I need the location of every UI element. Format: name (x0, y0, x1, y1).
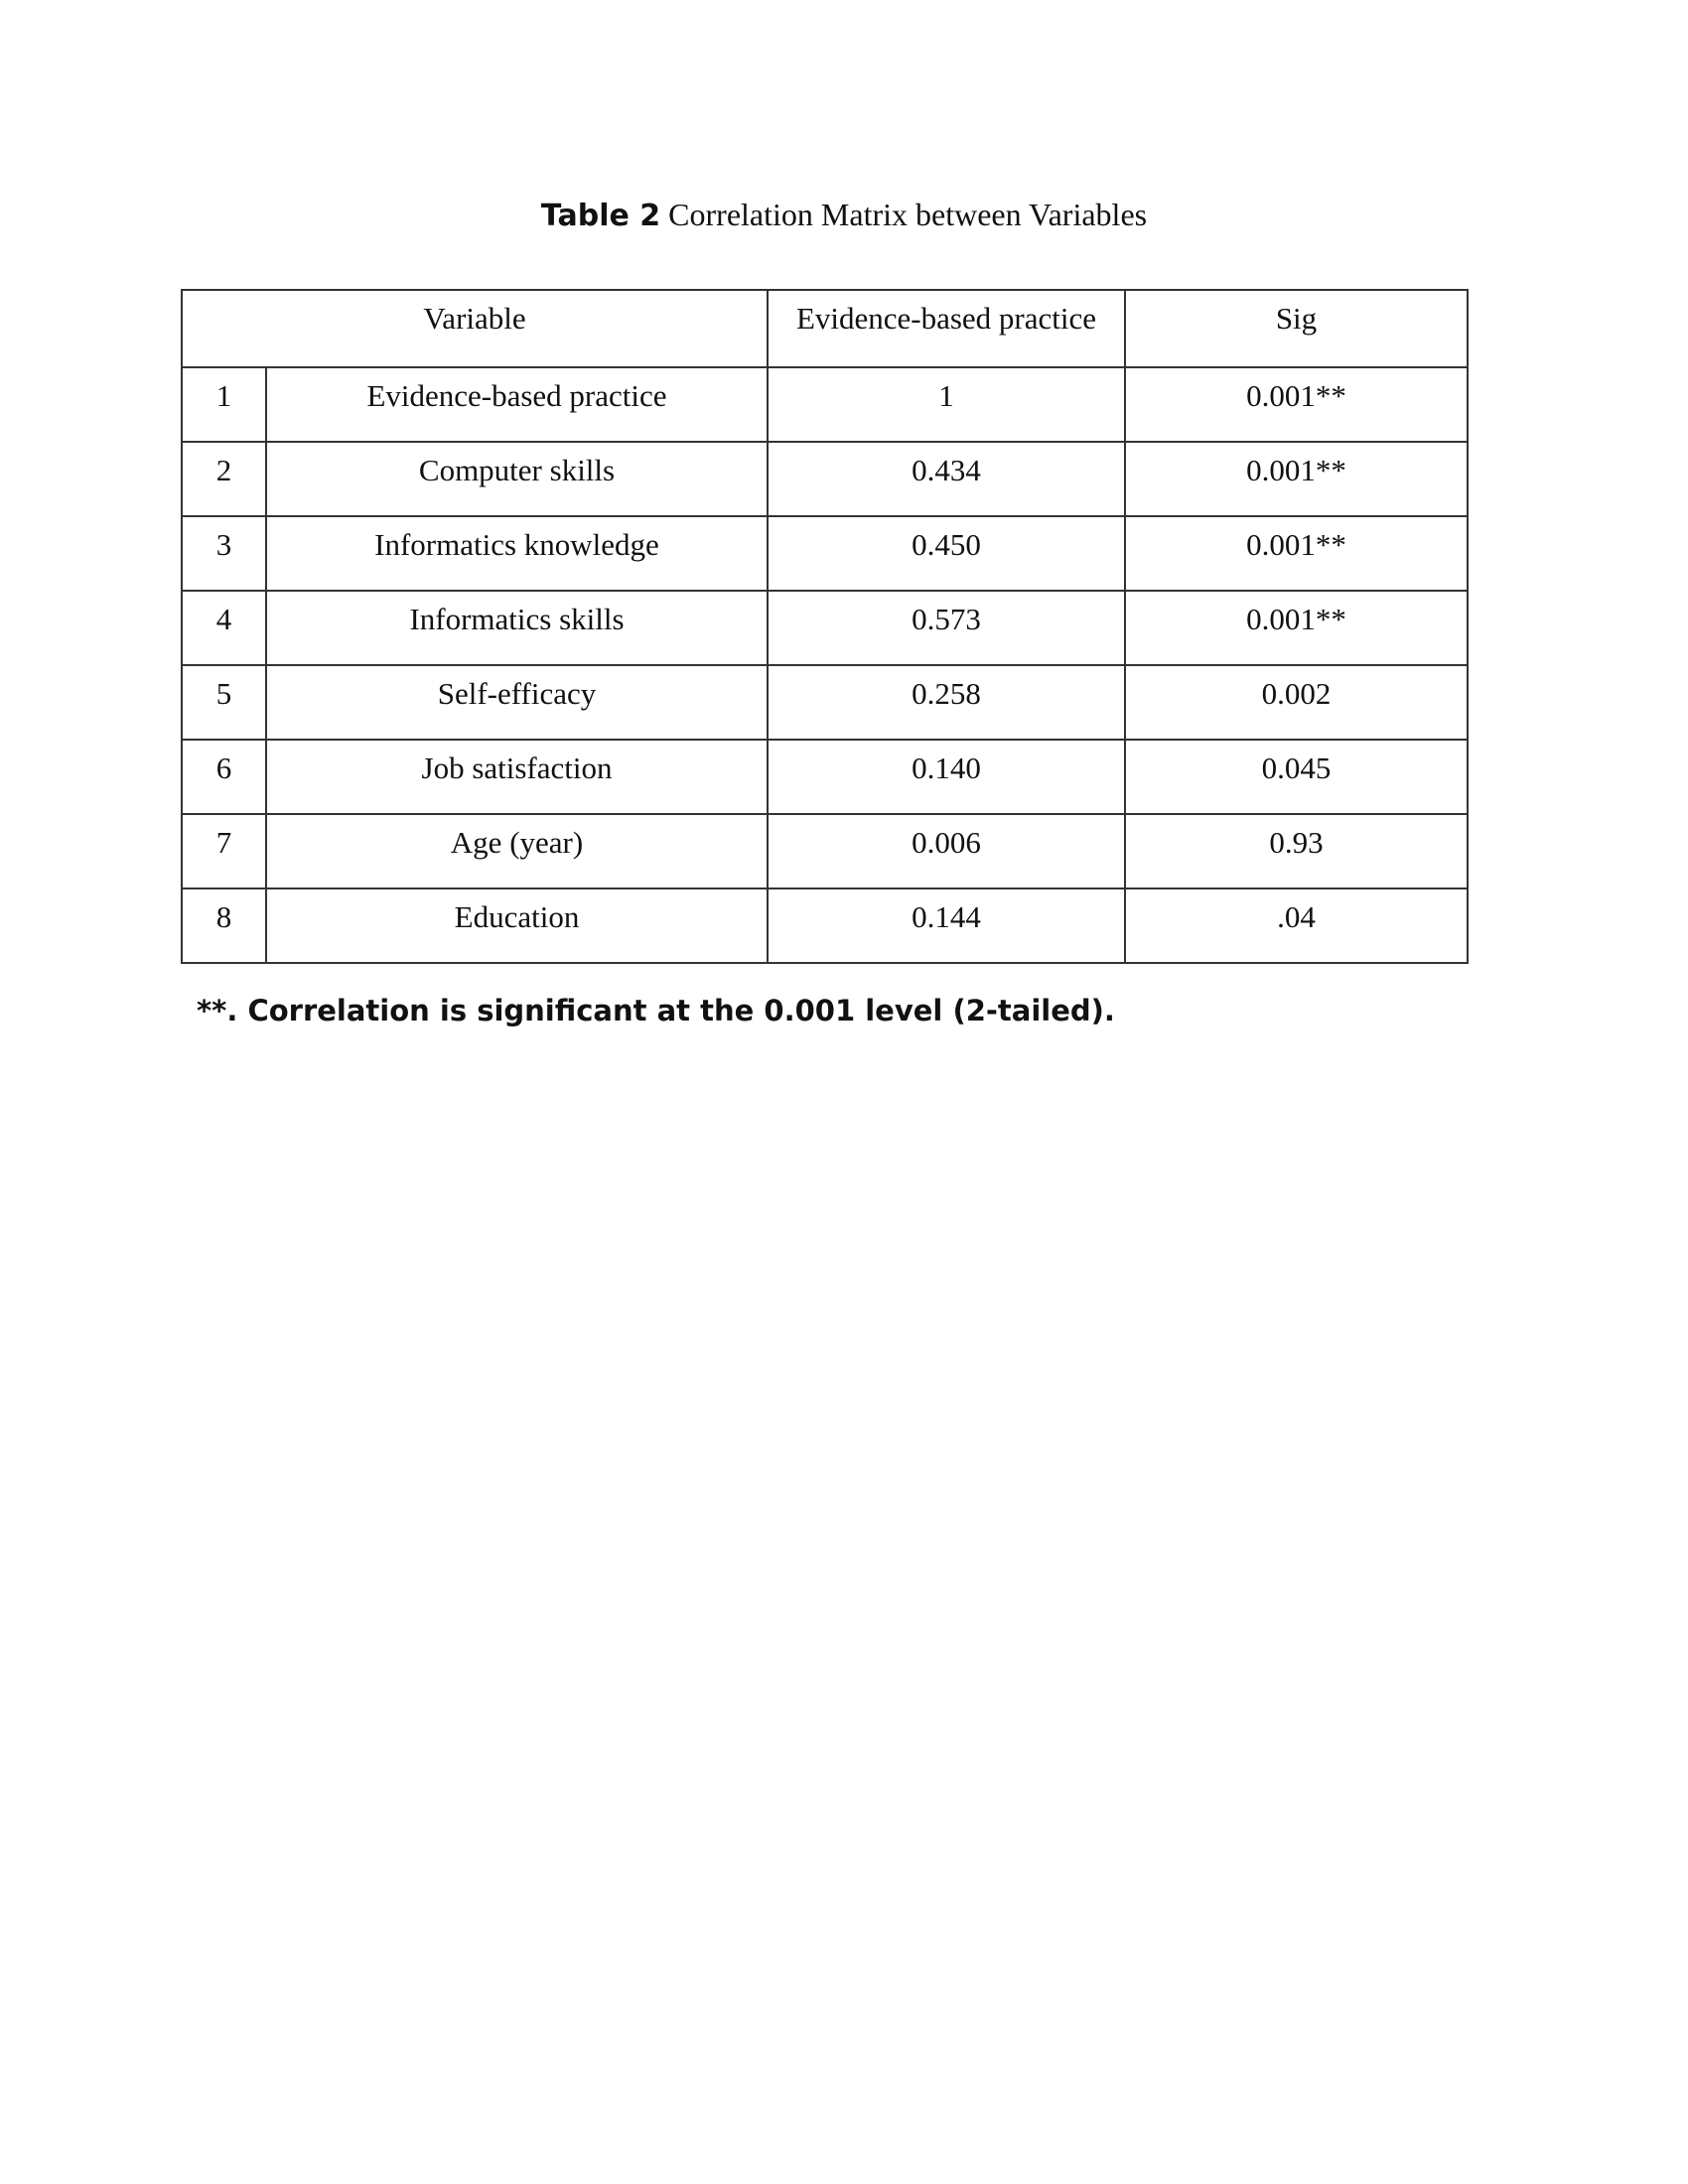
row-variable: Self-efficacy (266, 665, 768, 740)
caption-label: Table 2 (540, 199, 661, 233)
row-number: 7 (182, 814, 266, 888)
row-sig-value: 0.93 (1125, 814, 1468, 888)
row-ebp-value: 0.573 (768, 591, 1125, 665)
row-sig-value: 0.001** (1125, 442, 1468, 516)
table-row (182, 740, 1468, 814)
table-caption (0, 195, 1688, 236)
row-number: 1 (182, 367, 266, 442)
row-ebp-value: 1 (768, 367, 1125, 442)
row-variable: Informatics knowledge (266, 516, 768, 591)
row-variable: Education (266, 888, 768, 963)
row-number: 5 (182, 665, 266, 740)
row-ebp-value: 0.434 (768, 442, 1125, 516)
table-row (182, 665, 1468, 740)
table-row (182, 814, 1468, 888)
row-sig-value: 0.002 (1125, 665, 1468, 740)
header-evidence-based-practice: Evidence-based practice (768, 290, 1125, 367)
table-row (182, 888, 1468, 963)
table-row (182, 516, 1468, 591)
row-sig-value: .04 (1125, 888, 1468, 963)
row-sig-value: 0.001** (1125, 367, 1468, 442)
row-sig-value: 0.001** (1125, 591, 1468, 665)
table-footnote: **. Correlation is significant at the 0.001 level (2-tailed). (197, 994, 1115, 1027)
correlation-matrix-table (181, 289, 1469, 964)
row-sig-value: 0.045 (1125, 740, 1468, 814)
table-row (182, 367, 1468, 442)
row-ebp-value: 0.144 (768, 888, 1125, 963)
row-ebp-value: 0.140 (768, 740, 1125, 814)
row-variable: Computer skills (266, 442, 768, 516)
row-ebp-value: 0.006 (768, 814, 1125, 888)
row-sig-value: 0.001** (1125, 516, 1468, 591)
row-variable: Evidence-based practice (266, 367, 768, 442)
table-row (182, 442, 1468, 516)
row-ebp-value: 0.450 (768, 516, 1125, 591)
header-variable: Variable (182, 290, 768, 367)
table-row (182, 591, 1468, 665)
row-number: 3 (182, 516, 266, 591)
row-number: 8 (182, 888, 266, 963)
row-ebp-value: 0.258 (768, 665, 1125, 740)
table-header-row (182, 290, 1468, 367)
row-variable: Informatics skills (266, 591, 768, 665)
row-number: 2 (182, 442, 266, 516)
header-sig: Sig (1125, 290, 1468, 367)
row-variable: Job satisfaction (266, 740, 768, 814)
row-number: 6 (182, 740, 266, 814)
row-variable: Age (year) (266, 814, 768, 888)
caption-text: Correlation Matrix between Variables (668, 197, 1148, 232)
row-number: 4 (182, 591, 266, 665)
